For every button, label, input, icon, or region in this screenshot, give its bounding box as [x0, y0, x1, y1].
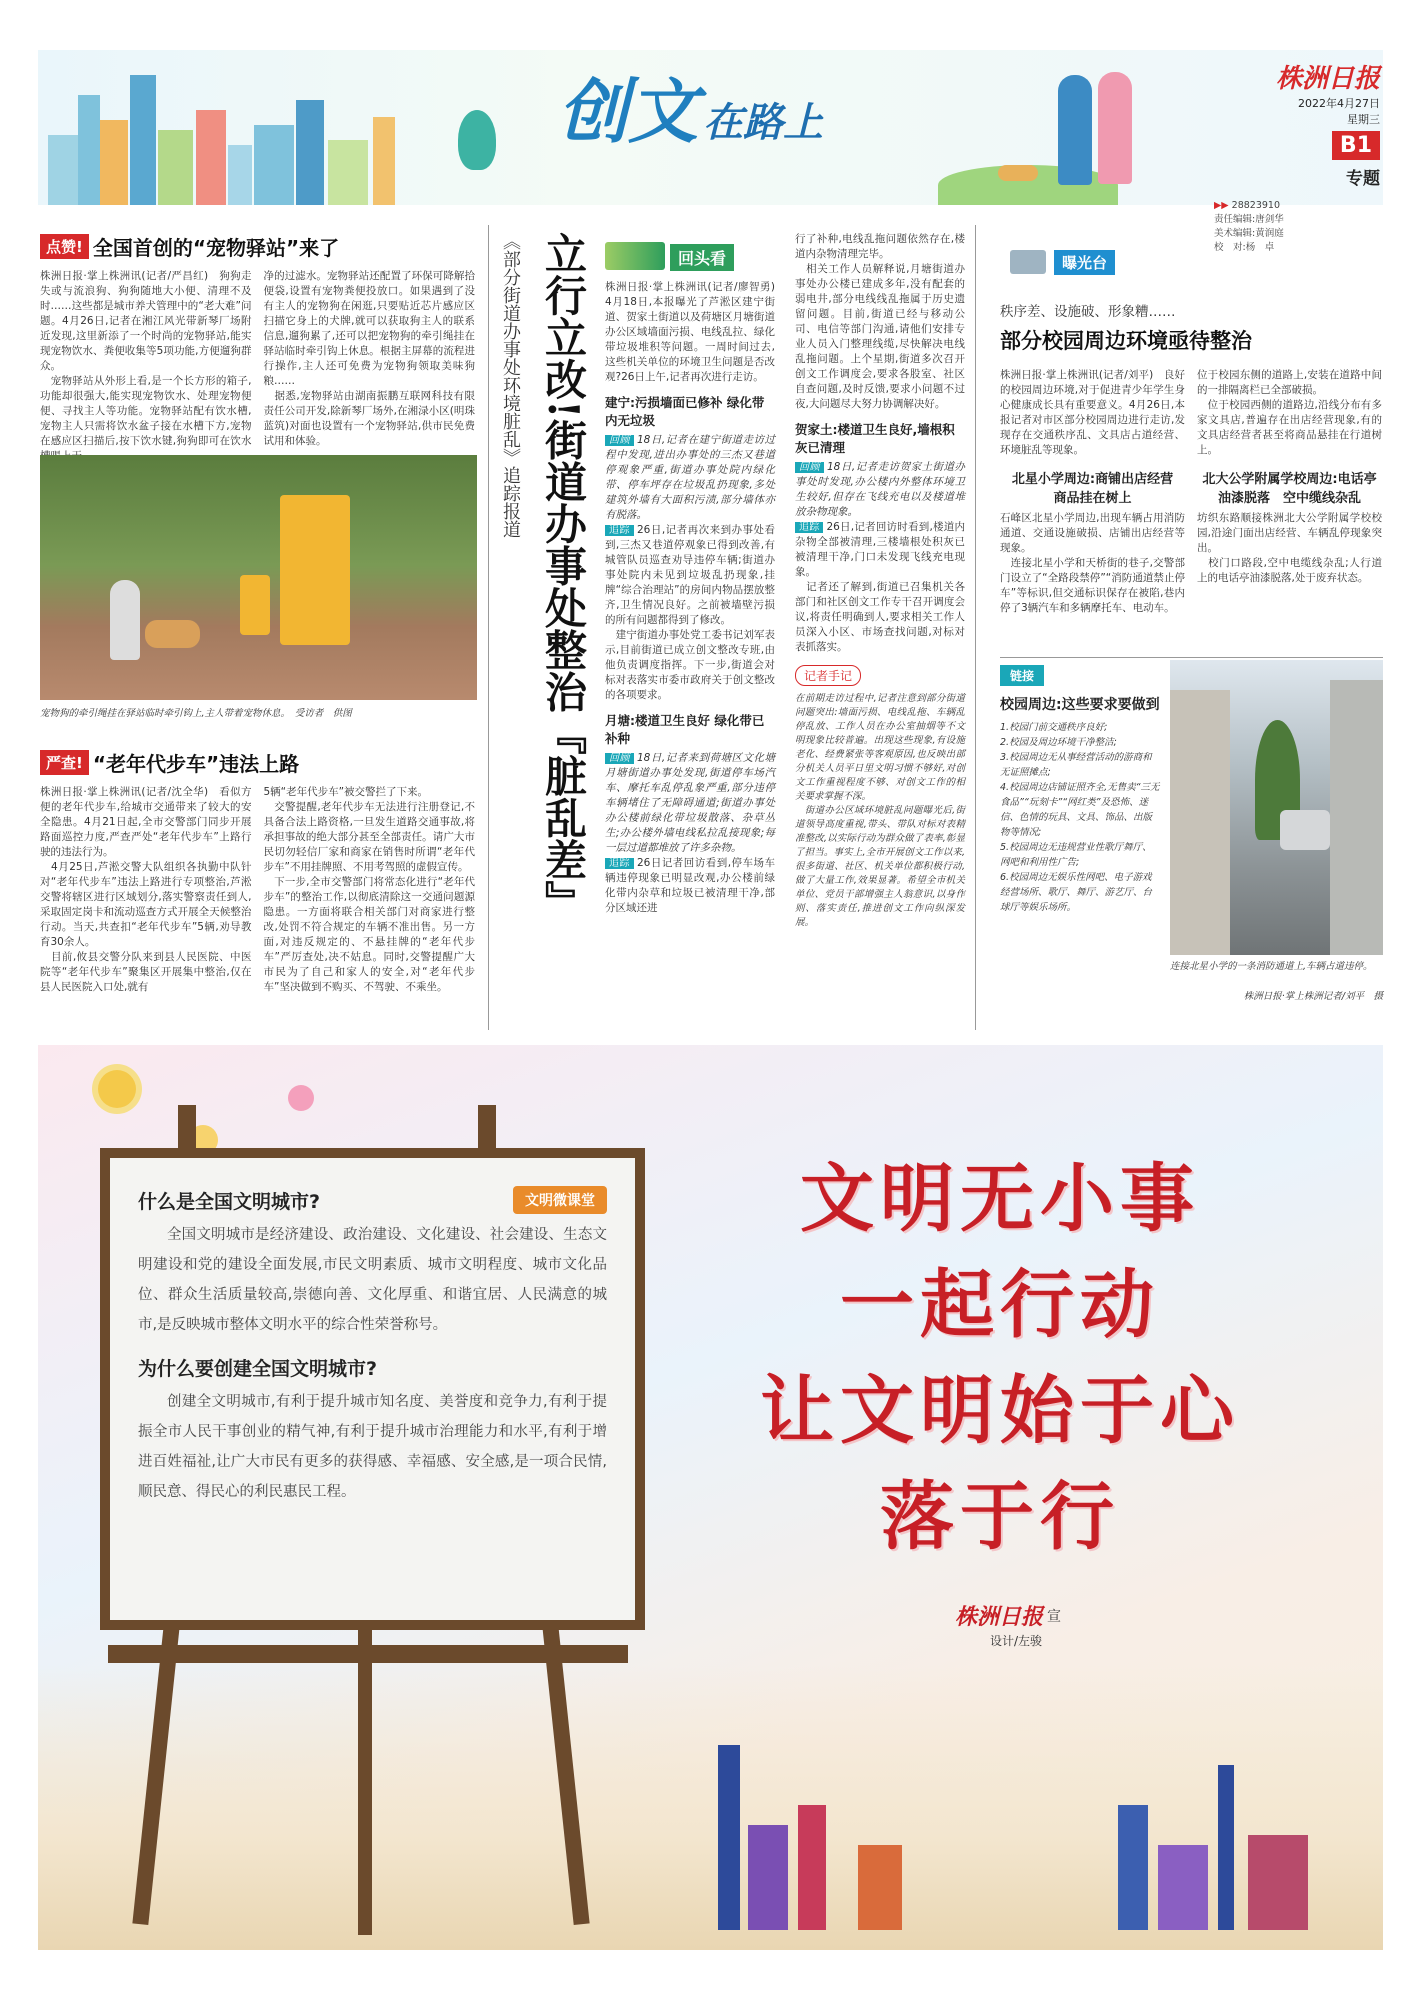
question-title: 为什么要创建全国文明城市? — [138, 1358, 378, 1380]
revisit-label: 追踪 — [605, 525, 634, 536]
before-label: 回顾 — [605, 435, 634, 446]
couple-figure — [1058, 75, 1092, 185]
article-body: 26日记者回访看到,停车场车辆违停现象已明显改观,办公楼前绿化带内杂草和垃圾已被清理干净,部分区域还进 — [605, 857, 776, 914]
requirement-item: 3.校园周边无从事经营活动的游商和无证照摊点; — [1000, 752, 1152, 778]
revisit-label: 追踪 — [605, 858, 634, 869]
requirements-title: 校园周边:这些要求要做到 — [1000, 697, 1160, 713]
tower-illustration — [718, 1745, 740, 1930]
link-tag: 链接 — [1000, 665, 1044, 686]
article-body: 净的过滤水。宠物驿站还配置了环保可降解拾便袋,设置有宠物粪便投放口。如果遇到了没有主人的宠物狗在闲逛,只要贴近芯片感应区扫描它身上的犬牌,就可以获取狗主人的联系信息,遛狗累了,还可以把宠物狗的牵引绳挂在驿站临时牵引钩上休息。根据主屏幕的流程进行操作,主人还可免费为宠物狗领取美味狗粮…… 据悉,宠物驿站由湖南振鹏互联网科技有限责任公司开发,除新琴厂场外,在湘渌小区(明珠蓝筑)对面也设置有一个宠物驿站,供市民免费试用和体验。 — [263, 270, 475, 447]
promo-mark: 宣 — [1047, 1608, 1062, 1625]
photo-caption: 宠物狗的牵引绳挂在驿站临时牵引钩上,主人带着宠物休息。 受访者 供图 — [40, 708, 352, 719]
article-body: 位于校园东侧的道路上,安装在道路中间的一排隔离栏已全部破损。 位于校园西侧的道路边,沿线分布有多家文具店,普遍存在出店经营现象,有的文具店经营者甚至将商品悬挂在行道树上。 — [1197, 369, 1382, 456]
article-body: 18日,记者在建宁街道走访过程中发现,进出办事处的三杰又巷道停观象严重,街道办事处院内绿化带、停车坪存在垃圾乱扔现象,多处建筑外墙有大面积污渍,部分墙体亦有脱落。 — [605, 434, 776, 521]
flower-icon — [288, 1085, 314, 1111]
article-elderly-car — [40, 748, 475, 995]
building-illustration — [296, 100, 324, 205]
article-tag: 严查! — [40, 750, 89, 775]
phone-icon: ▶▶ — [1214, 200, 1229, 211]
dog-figure — [145, 620, 200, 648]
building-illustration — [748, 1825, 788, 1930]
article-body: 5辆“老年代步车”被交警拦了下来。 交警提醒,老年代步车无法进行注册登记,不具备合法上路资格,一旦发生道路交通事故,将承担事故的绝大部分甚至全部责任。请广大市民切勿轻信厂家和商家在销售时所谓“老年代步车”不用挂牌照、不用考驾照的虚假宣传。 下一步,全市交警部门将常态化进行“老年代步车”的整治工作,以彻底清除这一交通问题源隐患。一方面将联合相关部门对商家进行整改,处罚不符合规定的车辆不准出售。另一方面,对违反规定的、不悬挂牌的“老年代步车”严厉查处,决不姑息。同时,交警提醒广大市民为了自己和家人的安全,对“老年代步车”坚决做到不购买、不驾驶、不乘坐。 — [263, 786, 475, 993]
article-body: 石峰区北星小学周边,出现车辆占用消防通道、交通设施破损、店铺出店经营等现象。 连接北星小学和天桥街的巷子,交警部门设立了“全路段禁停”“消防通道禁止停车”等标识,但交通标识保存在被陷,巷内停了3辆汽车和多辆摩托车、电动车。 — [1000, 512, 1185, 614]
issue-date: 2022年4月27日 — [1298, 97, 1380, 110]
revisit-column-2 — [795, 232, 965, 930]
article-headline: 部分校园周边环境亟待整治 — [1000, 329, 1252, 353]
building-illustration — [798, 1805, 826, 1930]
building-illustration — [858, 1845, 902, 1930]
slogan-line: 一起行动 — [840, 1262, 1160, 1348]
hotline: 28823910 — [1231, 200, 1281, 211]
paper-logo: 株洲日报 — [1275, 64, 1380, 94]
paper-info — [1190, 58, 1380, 255]
column-divider — [975, 225, 976, 1030]
sub-headline: 北大公学附属学校周边:电话亭油漆脱落 空中缆线杂乱 — [1202, 472, 1377, 506]
camera-icon — [1010, 250, 1046, 274]
article-subheadline: 秩序差、设施破、形象糟…… — [1000, 304, 1176, 320]
series-subtitle: 《部分街道办事处环境脏乱》追踪报道 — [500, 232, 521, 538]
article-body: 18日,记者走访贺家土街道办事处时发现,办公楼内外整体环境卫生较好,但存在飞线充电以及楼道堆放杂物现象。 — [795, 461, 966, 518]
answer-body: 全国文明城市是经济建设、政治建设、文化建设、社会建设、生态文明建设和党的建设全面发展,市民文明素质、城市文明程度、城市文化品位、群众生活质量较高,崇德向善、文化厚重、和谐宜居、人民满意的城市,是反映城市整体文明水平的综合性荣誉称号。 — [138, 1227, 607, 1333]
before-label: 回顾 — [605, 753, 634, 764]
column-divider — [488, 225, 489, 1030]
article-body: 18日,记者来到荷塘区文化塘月塘街道办事处发现,街道停车场汽车、摩托车乱停乱象严重,部分违停车辆堵住了无障碍通道;街道办事处办公楼前绿化带垃圾散落、杂草丛生;办公楼外墙电线私拉乱接现象;每一层过道都堆放了许多杂物。 — [605, 752, 776, 854]
banner-title-sub: 在路上 — [703, 100, 824, 146]
school-requirements — [1000, 665, 1160, 915]
couple-figure — [1098, 72, 1132, 184]
article-body: 株洲日报·掌上株洲讯(记者/沈全华) 看似方便的老年代步车,给城市交通带来了较大的安全隐患。4月21日起,全市交警部门同步开展路面巡控力度,严查严处“老年代步车”上路行驶的违法行为。 4月25日,芦淞交警大队组织各执勤中队针对“老年代步车”违法上路进行专项整治,芦淞交警将辖区进行区域划分,落实警察责任到人,采取固定岗卡和流动巡查方式开展全天候整治行动。当天,共查扣“老年代步车”5辆,劝导教育30余人。 目前,攸县交警分队来到县人民医院、中医院等“老年代步车”聚集区开展集中整治,仅在县人民医院入口处,就有 — [40, 786, 252, 993]
building-illustration — [196, 110, 226, 205]
proof-credit: 校 对:杨 卓 — [1214, 242, 1275, 253]
sub-headline: 月塘:楼道卫生良好 绿化带已补种 — [605, 713, 765, 746]
building-illustration — [254, 125, 294, 205]
sub-headline: 贺家土:楼道卫生良好,墙根积灰已清理 — [795, 422, 955, 455]
article-body: 坊织东路顺接株洲北大公学附属学校校园,沿途门面出店经营、车辆乱停现象突出。 校门口路段,空中电缆线杂乱;人行道上的电话亭油漆脱落,处于废弃状态。 — [1197, 512, 1382, 584]
revisit-label: 回头看 — [670, 244, 734, 271]
banner-title — [558, 56, 823, 157]
building-wall — [1170, 690, 1230, 955]
building-illustration — [158, 130, 193, 205]
article-body: 株洲日报·掌上株洲讯(记者/刘平) 良好的校园周边环境,对于促进青少年学生身心健康成长具有重要意义。4月26日,本报记者对市区部分校园周边进行走访,发现存在交通秩序乱、文具店占道经营、环境脏乱等现象。 — [1000, 369, 1185, 456]
building-illustration — [373, 117, 395, 205]
parked-car — [1280, 810, 1330, 850]
section-name: 专题 — [1346, 169, 1380, 189]
pet-station-photo — [40, 455, 477, 700]
building-illustration — [1248, 1835, 1308, 1930]
banner-title-main: 创文 — [558, 70, 698, 153]
city-icon — [605, 242, 665, 270]
revisit-label: 追踪 — [795, 522, 823, 533]
tower-illustration — [1218, 1765, 1234, 1930]
art-editor-credit: 美术编辑:黄润庭 — [1214, 228, 1284, 239]
building-illustration — [130, 75, 156, 205]
fire-lane-photo — [1170, 660, 1383, 955]
person-figure — [110, 580, 140, 660]
building-illustration — [100, 120, 128, 205]
answer-body: 创建全文明城市,有利于提升城市知名度、美誉度和竞争力,有利于提振全市人民干事创业的精气神,有利于提升城市治理能力和水平,有利于增进百姓福祉,让广大市民有更多的获得感、幸福感、安全感,是一项合民情,顺民意、得民心的利民惠民工程。 — [138, 1394, 607, 1500]
issue-weekday: 星期三 — [1347, 113, 1380, 126]
building-illustration — [1158, 1845, 1208, 1930]
article-body: 株洲日报·掌上株洲讯(记者/廖智勇) 4月18日,本报曝光了芦淞区建宁街道、贺家土街道以及荷塘区月塘街道办公区域墙面污损、电线乱拉、绿化带垃圾堆积等问题。一周时间过去,这些机关单位的环境卫生问题是否改观?26日上午,记者再次进行走访。 — [605, 281, 786, 383]
photo-caption: 连接北星小学的一条消防通道上,车辆占道违停。 — [1170, 961, 1373, 972]
pet-station-kiosk — [240, 575, 270, 635]
page-number: B1 — [1332, 131, 1380, 160]
photo-credit: 株洲日报·掌上株洲记者/刘平 摄 — [1243, 991, 1383, 1002]
dog-figure — [998, 165, 1038, 181]
exposure-label: 曝光台 — [1054, 250, 1115, 275]
article-tag: 点赞! — [40, 234, 89, 259]
paper-logo: 株洲日报 — [955, 1604, 1044, 1630]
reporter-notes: 在前期走访过程中,记者注意到部分街道问题突出:墙面污损、电线乱拖、车辆乱停乱放、工作人员在办公室抽烟等不文明现象比较普遍。出现这些现象,有设施老化、经费紧张等客观原因,也反映出部分机关人员平日里文明习惯不够好,对创文工作重视程度不够、对创文工作的相关要求掌握不深。 街道办公区域环境脏乱问题曝光后,街道领导高度重视,带头、带队对标对表精准整改,以实际行动为群众做了表率,彰显了担当。事实上,全市开展创文工作以来,很多街道、社区、机关单位都积极行动,做了大量工作,效果显著。希望全市机关单位、党员干部增强主人翁意识,以身作则、落实责任,推进创文工作向纵深发展。 — [795, 693, 965, 928]
article-body: 26日,记者回访时看到,楼道内杂物全部被清理,三楼墙根处积灰已被清理干净,门口未发现飞线充电现象。 记者还了解到,街道已召集机关各部门和社区创文工作专干召开调度会议,将责任明确到人,要求相关工作人员深入小区、市场查找问题,对标对表抓落实。 — [795, 521, 965, 653]
chalkboard — [100, 1148, 645, 1630]
before-label: 回顾 — [795, 462, 824, 473]
building-illustration — [1118, 1805, 1148, 1930]
sub-headline: 北星小学周边:商铺出店经营 商品挂在树上 — [1011, 472, 1187, 506]
building-wall — [1330, 680, 1383, 955]
building-illustration — [328, 140, 368, 205]
runner-figure — [458, 110, 496, 170]
requirement-item: 4.校园周边店铺证照齐全,无售卖“三无食品”“玩刻卡”“网红类”及恐怖、迷信、色情的玩具、文具、饰品、出版物等情况; — [1000, 782, 1160, 838]
requirement-item: 6.校园周边无娱乐性网吧、电子游戏经营场所、歌厅、舞厅、游艺厅、台球厅等娱乐场所。 — [1000, 872, 1153, 913]
article-headline: “老年代步车”违法上路 — [92, 752, 300, 776]
building-illustration — [48, 135, 78, 205]
slogan-line: 落于行 — [880, 1474, 1120, 1560]
requirements-list — [1000, 720, 1160, 915]
article-body: 行了补种,电线乱拖问题依然存在,楼道内杂物清理完毕。 相关工作人员解释说,月塘街道办事处办公楼已建成多年,没有配套的弱电井,部分电线线乱拖属于历史遗留问题。目前,街道已经与移动公司、电信等部门沟通,请他们安排专业人员入门整理线缆,尽快解决电线乱拖问题。上个星期,街道多次召开创文工作调度会,要求各股室、社区自查问题,及时反馈,要求小问题不过夜,大问题尽大努力协调解决好。 — [795, 233, 965, 410]
promo-credit — [955, 1600, 1061, 1631]
flower-icon — [98, 1070, 136, 1108]
requirement-item: 5.校园周边无违规营业性歌厅舞厅、网吧和利用性广告; — [1000, 842, 1152, 868]
question-title: 什么是全国文明城市? — [138, 1190, 321, 1213]
requirement-item: 2.校园及周边环境干净整洁; — [1000, 737, 1117, 748]
article-body: 株洲日报·掌上株洲讯(记者/严昌红) 狗狗走失或与流浪狗、狗狗随地大小便、清理不及时……这些都是城市养犬管理中的“老大难”问题。4月26日,记者在湘江风光带新琴厂场附近发现,这里新添了一个时尚的宠物驿站,能实现宠物饮水、粪便收集等5项功能,方便遛狗群众。 宠物驿站从外形上看,是一个长方形的箱子,功能却很强大,能实现宠物饮水、处理宠物便便、寻找主人等功能。宠物驿站配有饮水槽,宠物主人只需将饮水盆子接在水槽下方,宠物在感应区扫描后,按下饮水键,狗狗即可在饮水 — [40, 270, 252, 447]
section-divider — [1000, 657, 1383, 658]
slogan — [680, 1140, 1320, 1564]
requirement-item: 1.校园门前交通秩序良好; — [1000, 722, 1108, 733]
mini-class-badge: 文明微课堂 — [513, 1186, 607, 1214]
revisit-column-1 — [605, 280, 786, 916]
design-credit: 设计/左骏 — [990, 1634, 1043, 1648]
article-headline: 全国首创的“宠物驿站”来了 — [92, 236, 340, 260]
slogan-line: 让文明始于心 — [760, 1368, 1240, 1454]
editor-credit: 责任编辑:唐剑华 — [1214, 214, 1284, 225]
exposure-body — [1000, 368, 1383, 616]
slogan-line: 文明无小事 — [800, 1156, 1200, 1242]
building-illustration — [228, 145, 252, 205]
easel-bar — [108, 1645, 628, 1663]
article-body: 26日,记者再次来到办事处看到,三杰又巷道停观象已得到改善,有城管队员巡查劝导违停车辆;街道办事处院内未见到垃圾乱扔现象,挂牌“综合治理站”的房间内物品摆放整齐,卫生情况良好。之前被墙壁污损的所有问题都得到了修改。 建宁街道办事处党工委书记刘军表示,目前街道已成立创文整改专班,由他负责调度指挥。下一步,街道会对标对表落实市委市政府关于创文整改的各项要求。 — [605, 524, 776, 701]
pet-station-kiosk — [280, 495, 350, 645]
masthead-banner — [38, 50, 1383, 205]
building-illustration — [78, 95, 100, 205]
notes-label: 记者手记 — [795, 665, 861, 686]
sub-headline: 建宁:污损墙面已修补 绿化带内无垃圾 — [605, 395, 765, 428]
article-pet-station — [40, 232, 475, 464]
page-title: 立行立改!街道办事处整治『脏乱差』 — [539, 232, 588, 923]
